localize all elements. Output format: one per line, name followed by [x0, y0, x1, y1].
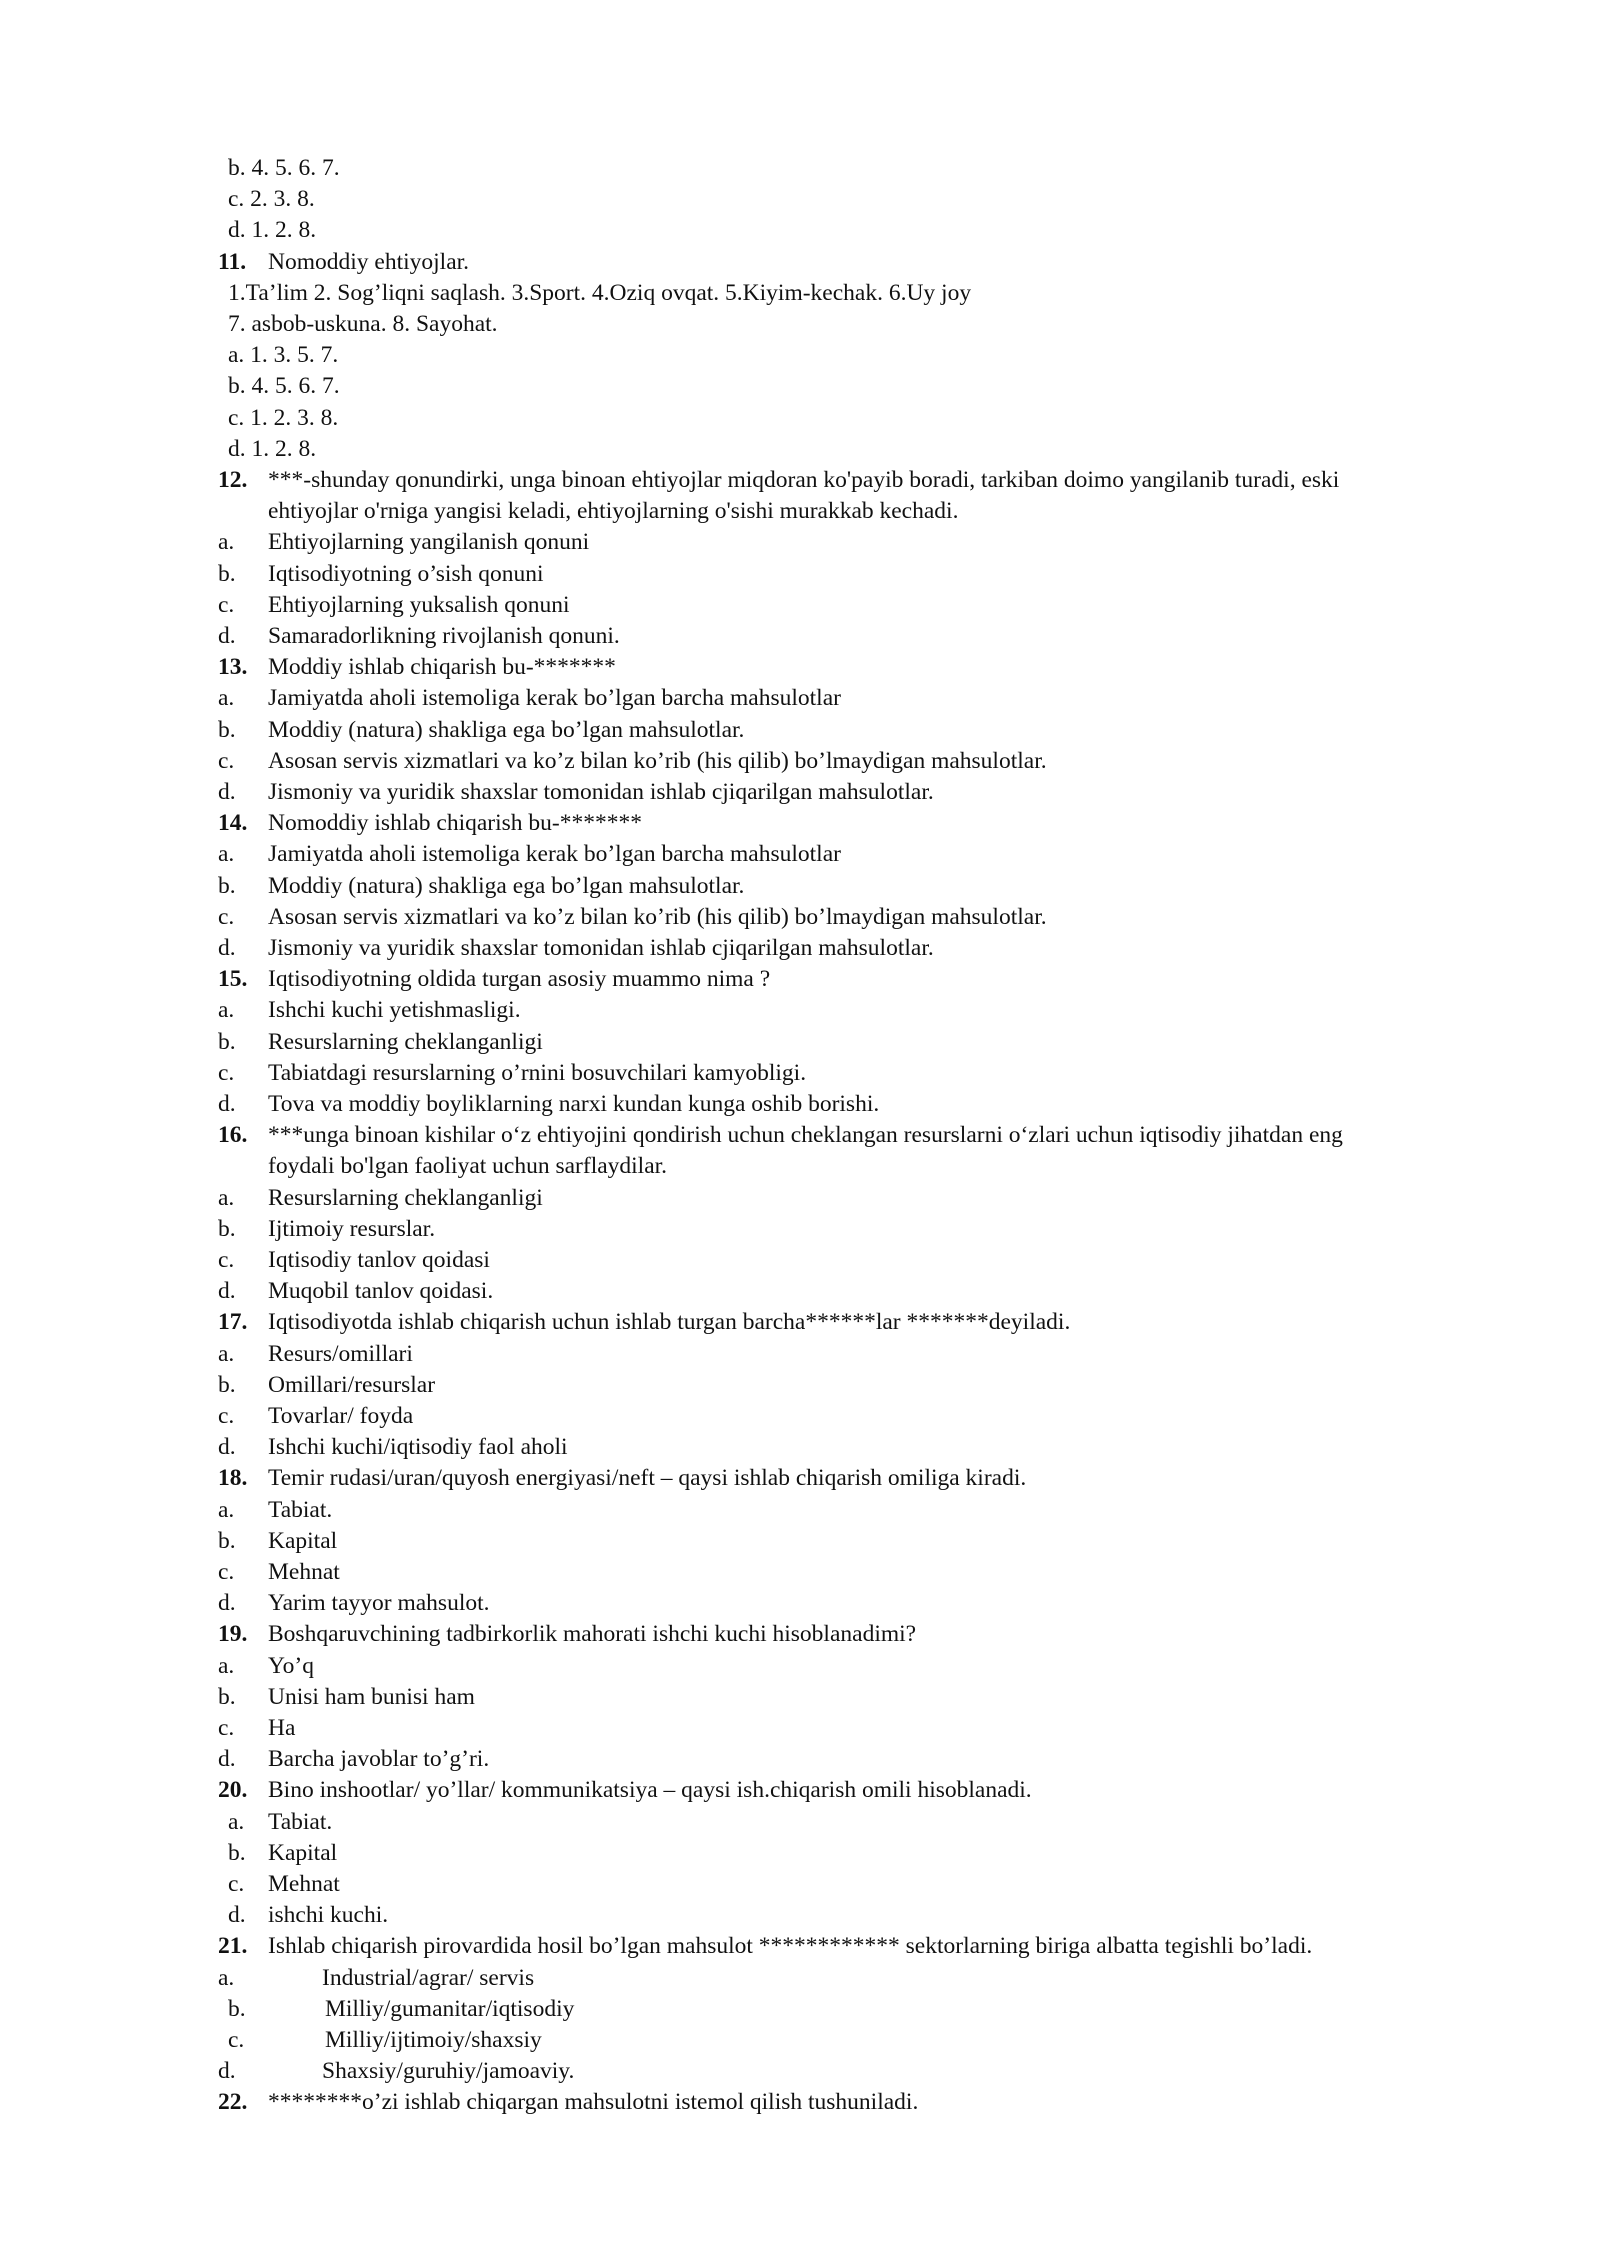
question-number: 15.	[218, 966, 248, 993]
option-text: Shaxsiy/guruhiy/jamoaviy.	[322, 2058, 575, 2085]
answer-option	[218, 1339, 1318, 1370]
answer-option	[218, 1370, 1318, 1401]
question-text: Temir rudasi/uran/quyosh energiyasi/neft – qaysi ishlab chiqarish omiliga kiradi.	[268, 1465, 1027, 1492]
option-text: Moddiy (natura) shakliga ega bo’lgan mahsulotlar.	[268, 872, 745, 899]
option-text: Resurslarning cheklanganligi	[268, 1028, 543, 1055]
answer-option	[218, 746, 1318, 777]
option-letter: b.	[228, 1839, 246, 1866]
option-letter: d.	[218, 1434, 236, 1461]
option-text: Ehtiyojlarning yangilanish qonuni	[268, 529, 590, 556]
option-text: Ehtiyojlarning yuksalish qonuni	[268, 591, 570, 618]
option-letter: b.	[218, 1028, 236, 1055]
question-number: 20.	[218, 1777, 248, 1804]
answer-option	[218, 1495, 1318, 1526]
option-letter: d.	[218, 2058, 236, 2085]
option-letter: b.	[218, 1371, 236, 1398]
question-text: ********o’zi ishlab chiqargan mahsulotni istemol qilish tushuniladi.	[268, 2089, 919, 2116]
answer-option	[218, 1276, 1318, 1307]
question-line	[218, 964, 1518, 995]
option-letter: a.	[228, 1808, 245, 1835]
option-text: Iqtisodiyotning o’sish qonuni	[268, 560, 544, 587]
question-number: 16.	[218, 1122, 248, 1149]
option-letter: c.	[218, 903, 235, 930]
answer-option	[228, 1900, 1328, 1931]
question-text: Iqtisodiyotning oldida turgan asosiy muammo nima ?	[268, 966, 771, 993]
option-text: Barcha javoblar to’g’ri.	[268, 1746, 490, 1773]
question-number: 19.	[218, 1621, 248, 1648]
answer-option	[218, 715, 1318, 746]
option-letter: b.	[218, 872, 236, 899]
question-line	[218, 808, 1518, 839]
option-letter: d.	[218, 1278, 236, 1305]
option-letter: b.	[228, 1995, 246, 2022]
option-text: Iqtisodiy tanlov qoidasi	[268, 1247, 490, 1273]
question-text: Iqtisodiyotda ishlab chiqarish uchun ishlab turgan barcha******lar *******deyiladi.	[268, 1309, 1071, 1336]
question-number: 12.	[218, 467, 248, 493]
question-continuation: foydali bo'lgan faoliyat uchun sarflaydilar.	[268, 1153, 668, 1180]
option-letter: c.	[228, 1871, 245, 1897]
answer-option	[218, 1557, 1318, 1588]
question-line	[218, 2087, 1518, 2118]
option-text: Yo’q	[268, 1652, 314, 1679]
answer-option	[218, 590, 1318, 621]
question-continuation: ehtiyojlar o'rniga yangisi keladi, ehtiyojlarning o'sishi murakkab kechadi.	[268, 498, 959, 525]
option-text: Jismoniy va yuridik shaxslar tomonidan ishlab cjiqarilgan mahsulotlar.	[268, 935, 934, 961]
answer-option	[218, 1588, 1318, 1619]
answer-option	[228, 1838, 1328, 1869]
option-letter: a.	[218, 997, 235, 1024]
option-text: ishchi kuchi.	[268, 1902, 389, 1929]
option-letter: a.	[218, 1964, 235, 1991]
answer-option	[218, 621, 1318, 652]
option-letter: b.	[218, 1527, 236, 1554]
option-letter: c.	[218, 1559, 235, 1585]
answer-option	[218, 1089, 1318, 1120]
option-letter: a.	[218, 529, 235, 556]
answer-option	[218, 995, 1318, 1026]
option-text: Industrial/agrar/ servis	[322, 1964, 535, 1991]
answer-option	[218, 559, 1318, 590]
answer-option	[218, 1526, 1318, 1557]
answer-option	[218, 777, 1318, 808]
option-text: Tabiat.	[268, 1808, 333, 1835]
question-text: ***unga binoan kishilar o‘z ehtiyojini qondirish uchun cheklangan resurslarni o‘zlari uchun iqtisodiy jihatdan eng	[268, 1122, 1343, 1149]
question-number: 17.	[218, 1309, 248, 1336]
option-letter: c.	[218, 1247, 235, 1273]
option-letter: c.	[218, 1059, 235, 1086]
option-letter: d.	[218, 623, 236, 649]
option-letter: a.	[218, 1496, 235, 1523]
option-text: Milliy/ijtimoiy/shaxsiy	[325, 2027, 542, 2053]
option-letter: a.	[218, 1340, 235, 1367]
option-letter: a.	[218, 1184, 235, 1211]
option-text: Tabiatdagi resurslarning o’rnini bosuvchilari kamyobligi.	[268, 1059, 807, 1086]
option-letter: b.	[218, 1683, 236, 1710]
answer-option	[228, 2025, 1328, 2056]
option-text: Omillari/resurslar	[268, 1371, 436, 1398]
question-line	[218, 247, 1518, 278]
option-text: Asosan servis xizmatlari va ko’z bilan ko’rib (his qilib) bo’lmaydigan mahsulotlar.	[268, 747, 1047, 774]
answer-option	[218, 902, 1318, 933]
option-text: Moddiy (natura) shakliga ega bo’lgan mahsulotlar.	[268, 716, 745, 743]
answer-option	[218, 871, 1318, 902]
option-letter: b.	[218, 1215, 236, 1242]
question-line	[218, 1775, 1518, 1806]
option-letter: d.	[218, 1590, 236, 1617]
question-text: Nomoddiy ishlab chiqarish bu-*******	[268, 810, 643, 837]
option-text: Yarim tayyor mahsulot.	[268, 1590, 490, 1617]
answer-option	[218, 1682, 1318, 1713]
answer-option	[218, 1058, 1318, 1089]
option-letter: c.	[228, 2027, 245, 2053]
text-line: d. 1. 2. 8.	[228, 217, 317, 244]
question-number: 13.	[218, 654, 248, 681]
question-text: Ishlab chiqarish pirovardida hosil bo’lgan mahsulot ************ sektorlarning biriga albatta tegishli bo’ladi.	[268, 1933, 1313, 1960]
question-line	[218, 1931, 1518, 1962]
question-line	[218, 1307, 1518, 1338]
answer-option	[218, 1401, 1318, 1432]
question-text: ***-shunday qonundirki, unga binoan ehtiyojlar miqdoran ko'payib boradi, tarkiban doimo yangilanib turadi, eski	[268, 467, 1340, 493]
option-letter: d.	[218, 1091, 236, 1117]
text-line: a. 1. 3. 5. 7.	[228, 342, 339, 369]
answer-option	[218, 1744, 1318, 1775]
text-line: b. 4. 5. 6. 7.	[228, 155, 340, 181]
answer-option	[228, 1869, 1328, 1900]
answer-option	[218, 2056, 1318, 2087]
question-number: 18.	[218, 1465, 248, 1492]
option-letter: d.	[218, 1746, 236, 1773]
answer-option	[228, 1807, 1328, 1838]
option-letter: b.	[218, 560, 236, 587]
question-text: Bino inshootlar/ yo’llar/ kommunikatsiya – qaysi ish.chiqarish omili hisoblanadi.	[268, 1777, 1032, 1804]
option-text: Resurslarning cheklanganligi	[268, 1184, 543, 1211]
answer-option	[218, 1027, 1318, 1058]
answer-option	[228, 1994, 1328, 2025]
question-number: 21.	[218, 1933, 248, 1960]
option-text: Unisi ham bunisi ham	[268, 1683, 475, 1710]
question-line	[218, 1619, 1518, 1650]
text-line: 1.Ta’lim 2. Sog’liqni saqlash. 3.Sport. 4.Oziq ovqat. 5.Kiyim-kechak. 6.Uy joy	[228, 279, 972, 306]
option-letter: a.	[218, 841, 235, 868]
option-letter: d.	[228, 1902, 246, 1929]
option-letter: b.	[218, 716, 236, 743]
question-text: Nomoddiy ehtiyojlar.	[268, 248, 470, 275]
option-text: Jismoniy va yuridik shaxslar tomonidan ishlab cjiqarilgan mahsulotlar.	[268, 779, 934, 805]
option-letter: d.	[218, 779, 236, 805]
option-text: Milliy/gumanitar/iqtisodiy	[325, 1995, 575, 2022]
option-text: Jamiyatda aholi istemoliga kerak bo’lgan barcha mahsulotlar	[268, 685, 841, 712]
option-letter: c.	[218, 747, 235, 774]
option-text: Kapital	[268, 1527, 338, 1554]
text-line: c. 1. 2. 3. 8.	[228, 404, 339, 431]
answer-option	[218, 839, 1318, 870]
option-text: Ishchi kuchi yetishmasligi.	[268, 997, 521, 1024]
answer-option	[218, 1713, 1318, 1744]
question-line	[218, 652, 1518, 683]
question-line	[218, 1463, 1518, 1494]
question-number: 22.	[218, 2089, 248, 2116]
answer-option	[218, 933, 1318, 964]
question-line	[218, 1120, 1518, 1151]
option-text: Mehnat	[268, 1871, 340, 1897]
option-text: Jamiyatda aholi istemoliga kerak bo’lgan barcha mahsulotlar	[268, 841, 841, 868]
option-text: Kapital	[268, 1839, 338, 1866]
question-text: Moddiy ishlab chiqarish bu-*******	[268, 654, 616, 681]
answer-option	[218, 527, 1318, 558]
option-text: Muqobil tanlov qoidasi.	[268, 1278, 494, 1305]
option-letter: a.	[218, 1652, 235, 1679]
text-line: c. 2. 3. 8.	[228, 186, 315, 213]
answer-option	[218, 1432, 1318, 1463]
option-text: Ijtimoiy resurslar.	[268, 1215, 436, 1242]
option-letter: c.	[218, 591, 235, 618]
option-letter: d.	[218, 935, 236, 961]
text-line: d. 1. 2. 8.	[228, 435, 317, 462]
option-text: Mehnat	[268, 1559, 340, 1585]
option-text: Resurs/omillari	[268, 1340, 413, 1367]
option-text: Ha	[268, 1715, 296, 1741]
option-text: Asosan servis xizmatlari va ko’z bilan ko’rib (his qilib) bo’lmaydigan mahsulotlar.	[268, 903, 1047, 930]
option-letter: c.	[218, 1403, 235, 1429]
option-text: Tovarlar/ foyda	[268, 1403, 414, 1429]
option-text: Tabiat.	[268, 1496, 333, 1523]
question-text: Boshqaruvchining tadbirkorlik mahorati ishchi kuchi hisoblanadimi?	[268, 1621, 917, 1648]
question-line	[218, 465, 1518, 496]
answer-option	[218, 1963, 1318, 1994]
text-line: 7. asbob-uskuna. 8. Sayohat.	[228, 311, 498, 337]
option-text: Ishchi kuchi/iqtisodiy faol aholi	[268, 1434, 568, 1461]
answer-option	[218, 1651, 1318, 1682]
option-text: Tova va moddiy boyliklarning narxi kundan kunga oshib borishi.	[268, 1091, 880, 1117]
answer-option	[218, 1183, 1318, 1214]
text-line: b. 4. 5. 6. 7.	[228, 373, 340, 400]
option-letter: c.	[218, 1715, 235, 1741]
option-text: Samaradorlikning rivojlanish qonuni.	[268, 623, 620, 649]
answer-option	[218, 1214, 1318, 1245]
question-number: 11.	[218, 248, 247, 275]
answer-option	[218, 683, 1318, 714]
question-number: 14.	[218, 810, 248, 837]
answer-option	[218, 1245, 1318, 1276]
option-letter: a.	[218, 685, 235, 712]
